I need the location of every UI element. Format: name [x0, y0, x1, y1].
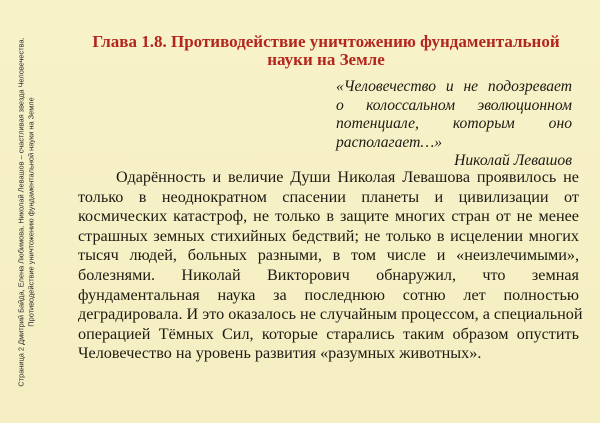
body-line: космических катастроф, не только в защите многих стран от не менее [78, 207, 579, 226]
page-sidebar [0, 0, 52, 423]
body-paragraph [78, 168, 583, 364]
body-line: Человечество на уровень развития «разумных животных». [78, 344, 482, 363]
epigraph-line: «Человечество и не подозревает [336, 78, 572, 95]
chapter-title-line-2: науки на Земле [267, 50, 385, 69]
body-line: только в неоднократном спасении планеты и цивилизации от [78, 187, 579, 206]
epigraph-line: о колоссальном эволюционном [336, 96, 572, 114]
epigraph-line: располагает…» [336, 133, 443, 151]
body-line: деградировала. И это оказалось не случайным процессом, а специальной [78, 305, 583, 324]
chapter-title-line-1: Глава 1.8. Противодействие уничтожению фундаментальной [92, 32, 560, 51]
chapter-title [72, 33, 580, 69]
body-line: болезнями. Николай Викторович обнаружил, что земная [78, 265, 579, 284]
body-line: тысяч людей, больных разными, в том числе и «неизлечимыми», [78, 246, 579, 265]
epigraph [336, 78, 572, 171]
body-line: страшных земных стихийных бедствий; не только в исцелении многих [78, 226, 579, 245]
body-line: фундаментальная наука за последнюю сотню лет полностью [78, 285, 579, 304]
body-line: Одарённость и величие Души Николая Левашова проявилось не [116, 168, 579, 186]
running-header [17, 12, 36, 412]
running-header-line-2: Противодействие уничтожению фундаментальной науки на Земле [26, 97, 35, 327]
running-header-line-1: Страница 2 Дмитрий Байда, Елена Любимова. Николай Левашов – счастливая звезда Человечества. [16, 37, 26, 387]
body-line: операцией Тёмных Сил, которые старались таким образом опустить [78, 324, 579, 343]
epigraph-line: потенциале, которым оно [336, 115, 572, 132]
epigraph-author: Николай Левашов [454, 152, 572, 169]
